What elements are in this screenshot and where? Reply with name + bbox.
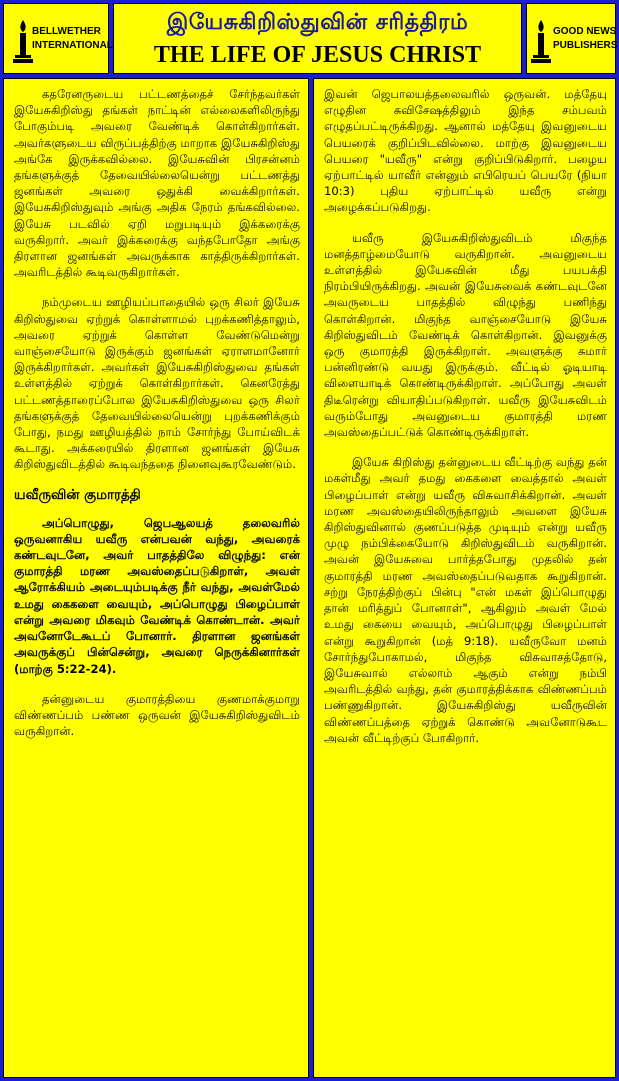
left-logo-line1: BELLWETHER xyxy=(32,26,101,37)
right-logo-line1: GOOD NEWS xyxy=(553,26,617,37)
left-paragraph-2: நம்முடைய ஊழியப்பாதையில் ஒரு சிலர் இயேசு கிறிஸ்துவை ஏற்றுக் கொள்ளாமல் புறக்கணித்தாலும், அவரை ஏற்றுக் கொள்ள வேண்டுமென்று வாஞ்சையோடு இருக்கும் ஜனங்கள் ஏராளமானோர் இருக்கிறார்கள். அவர்கள் இயேசுகிறிஸ்துவை தங்கள் உள்ளத்தில் ஏற்றுக் கொள்கிறார்கள். கெனரேத்து பட்டணத்தாரைப்போல இயேசுகிறிஸ்துவை ஒரு சிலர் தங்களுக்குத் தேவையில்லையென்று புறக்கணிக்கும் போது, நமது ஊழியத்தில் நாம் சோர்ந்து போய்விடக் கூடாது. அக்கரையில் திரளான ஜனங்கள் இயேசு கிறிஸ்துவிடத்தில் கூடிவந்ததை நினைவுகூரவேண்டும். xyxy=(14,295,300,472)
title-english: THE LIFE OF JESUS CHRIST xyxy=(153,42,482,68)
scripture-quote: அப்பொழுது, ஜெபஆலயத் தலைவரில் ஒருவனாகிய யவீரு என்பவன் வந்து, அவரைக் கண்டவுடனே, அவர் பாதத்திலே விழுந்து: என் குமாரத்தி மரண அவஸ்தைப்படுகிறாள், அவள் ஆரோக்கியம் அடையும்படிக்கு நீர் வந்து, அவள்மேல் உமது கைகளை வையும், அப்பொழுது பிழைப்பாள் என்று அவரை மிகவும் வேண்டிக் கொண்டான். அவர் அவனோடேகூடப் போனார். திரளான ஜனங்கள் அவருக்குப் பின்சென்று, அவரை நெருக்கினார்கள் (மாற்கு 5:22-24). xyxy=(14,515,300,676)
title-tamil: இயேசுகிறிஸ்துவின் சரித்திரம் xyxy=(166,10,469,35)
right-paragraph-1: இவன் ஜெபாலயத்தலைவரில் ஒருவன். மத்தேயு எழுதின சுவிசேஷத்திலும் இந்த சம்பவம் எழுதப்பட்டிருக்கிறது. ஆனால் மத்தேயு இவனுடைய பெயரைக் குறிப்பிடவில்லை. மாற்கு இவனுடைய பெயரை "யவீரு" என்று குறிப்பிடுகிறார். பழைய ஏற்பாட்டில் யாவீர் என்னும் எபிரெயப் பெயரே (நியா 10:3) புதிய ஏற்பாட்டில் யவீரு என்று அழைக்கப்படுகிறது. xyxy=(324,87,607,215)
right-logo-line2: PUBLISHERS xyxy=(553,40,618,51)
header xyxy=(3,3,616,74)
left-column xyxy=(3,78,309,1078)
left-paragraph-3: தன்னுடைய குமாரத்தியை குணமாக்குமாறு விண்ணப்பம் பண்ண ஒருவன் இயேசுகிறிஸ்துவிடம் வருகிறான். xyxy=(14,691,300,739)
left-paragraph-1: கதரேனருடைய பட்டணத்தைச் சேர்ந்தவர்கள் இயேசுகிறிஸ்து தங்கள் நாட்டின் எல்லைகளிலிருந்து போகும்படி அவரை வேண்டிக் கொள்கிறார்கள். அவர்களுடைய விருப்பத்திற்கு மாறாக இயேசுகிறிஸ்து அங்கே இருக்கவில்லை. இயேசுவின் பிரசன்னம் தங்களுக்குத் தேவையில்லையென்று பட்டணத்து ஜனங்கள் அவரை ஒதுக்கி வைக்கிறார்கள். இயேசுகிறிஸ்துவும் அங்கு அதிக நேரம் தங்கவில்லை. இயேசு படவில் ஏறி மறுபடியும் இக்கரைக்கு வருகிறார். அவர் இக்கரைக்கு வந்தபோதோ அங்கு திரளான ஜனங்கள் அவருக்காக காத்திருக்கிறார்கள். அவரிடத்தில் கூடிவருகிறார்கள். xyxy=(14,87,300,280)
right-paragraph-2: யவீரு இயேசுகிறிஸ்துவிடம் மிகுந்த மனத்தாழ்மையோடு வருகிறான். அவனுடைய உள்ளத்தில் இயேசுவின் மீது பயபக்தி நிரம்பியிருக்கிறது. அவன் இயேசுவைக் கண்டவுடனே அவருடைய பாதத்தில் விழுந்து பணிந்து கொள்கிறான். மிகுந்த வாஞ்சையோடு இயேசு கிறிஸ்துவிடம் வேண்டிக் கொள்கிறான். இவனுக்கு ஒரு குமாரத்தி இருக்கிறாள். அவளுக்கு சுமார் பன்னிரண்டு வயது இருக்கும். வீட்டில் ஓடியாடி விளையாடிக் கொண்டிருக்கிறாள். அப்போது அவள் திடீரென்று வியாதிப்படுகிறாள். யவீரு இயேசுவிடம் வரும்போது அவனுடைய குமாரத்தி மரண அவஸ்தைப்பட்டுக் கொண்டிருக்கிறாள். xyxy=(324,230,607,440)
right-logo-box xyxy=(526,3,616,74)
right-paragraph-3: இயேசு கிறிஸ்து தன்னுடைய வீட்டிற்கு வந்து தன் மகள்மீது அவர் தமது கைகளை வைத்தால் அவள் பிழைப்பாள் என்று யவீரு விசுவாசிக்கிறான். அவள் மரண அவஸ்தையிலிருந்தாலும் அவளை இயேசு கிறிஸ்துவினால் குணப்படுத்த முடியும் என்று யவீரு முழு நம்பிக்கையோடு கிறிஸ்துவிடம் வருகிறான். அவன் இயேசுவை பார்த்தபோது முதலில் தன் குமாரத்தி மரண அவஸ்தைப்படுவதாக கூறுகிறான். சற்று நேரத்திற்குப் பின்பு "என் மகள் இப்பொழுது தான் மரித்துப் போனாள்", ஆகிலும் அவள் மேல் உமது கையை வையும், அப்பொழுது பிழைப்பாள் என்று கூறுகிறான் (மத் 9:18). யவீருவோ மனம் சோர்ந்துபோகாமல், மிகுந்த விசுவாசத்தோடு, இயேசுவால் எல்லாம் ஆகும் என்று நம்பி அவரிடத்தில் வந்து, தன் குமாரத்திக்காக விண்ணப்பம் பண்ணுகிறான். இயேசுகிறிஸ்து யவீருவின் விண்ணப்பத்தை ஏற்றுக் கொண்டு அவனோடுகூட அவன் வீட்டிற்குப் போகிறார். xyxy=(324,455,607,745)
candle-icon xyxy=(531,18,551,64)
candle-icon xyxy=(12,18,34,64)
right-column xyxy=(313,78,616,1078)
title-box xyxy=(113,3,522,74)
left-logo-box xyxy=(3,3,113,74)
section-heading: யவீருவின் குமாரத்தி xyxy=(14,486,141,503)
left-logo-line2: INTERNATIONAL xyxy=(32,40,113,51)
